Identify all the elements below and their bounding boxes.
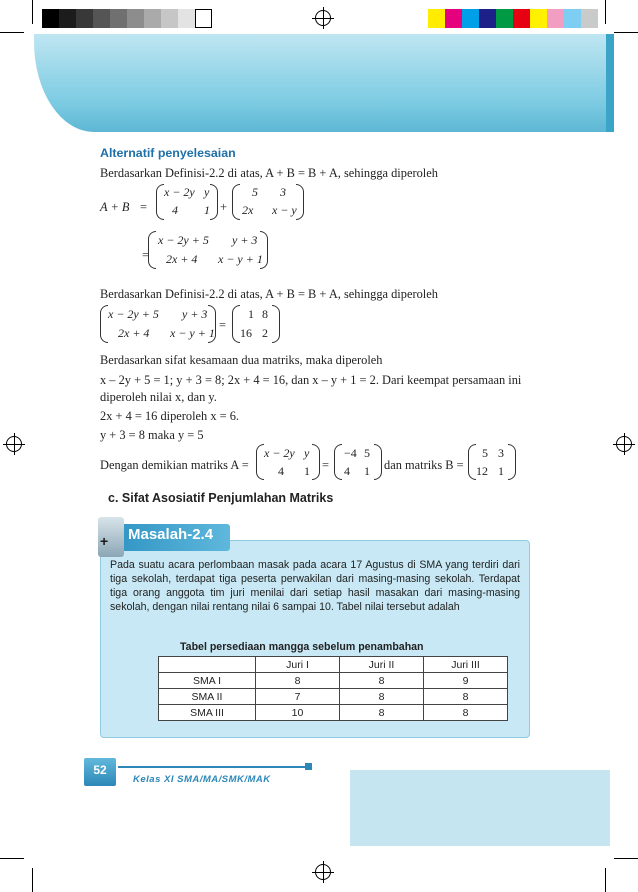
- matrix-cell: 5: [364, 446, 370, 460]
- matrix-cell: x − y + 1: [218, 252, 263, 266]
- table-cell: 8: [340, 705, 424, 721]
- matrix-cell: 5: [482, 446, 488, 460]
- conclusion-text: Dengan demikian matriks A =: [100, 458, 249, 472]
- matrix-b: [242, 185, 304, 218]
- matrix-bracket: [468, 444, 476, 480]
- matrix-result: [240, 307, 276, 341]
- table-header-cell: Juri I: [256, 657, 340, 673]
- table-cell: 9: [424, 673, 508, 689]
- score-table: [158, 656, 508, 721]
- matrix-cell: 1: [304, 464, 310, 478]
- subsection-heading: c. Sifat Asosiatif Penjumlahan Matriks: [108, 491, 334, 505]
- registration-mark-icon: [315, 864, 331, 880]
- table-row: [159, 705, 508, 721]
- matrix-cell: y + 3: [232, 233, 258, 247]
- matrix-b-values: [476, 446, 510, 479]
- matrix-cell: x − y + 1: [170, 326, 215, 340]
- section-heading: Alternatif penyelesaian: [100, 146, 236, 160]
- book-label: Kelas XI SMA/MA/SMK/MAK: [133, 774, 271, 785]
- matrix-cell: 2x + 4: [118, 326, 150, 340]
- matrix-cell: 16: [240, 326, 252, 340]
- paragraph: Berdasarkan Definisi-2.2 di atas, A + B = B + A, sehingga diperoleh: [100, 166, 438, 180]
- table-cell: 8: [340, 689, 424, 705]
- matrix-cell: y: [304, 446, 310, 460]
- matrix-sum: [158, 233, 264, 267]
- paragraph: Berdasarkan sifat kesamaan dua matriks, maka diperoleh: [100, 353, 383, 367]
- matrix-cell: x − 2y + 5: [158, 233, 209, 247]
- matrix-cell: 2: [262, 326, 268, 340]
- matrix-cell: x − 2y: [164, 185, 195, 199]
- table-cell: SMA III: [159, 705, 256, 721]
- table-header-cell: Juri II: [340, 657, 424, 673]
- matrix-bracket: [148, 231, 156, 269]
- footer-decoration: [350, 770, 610, 846]
- matrix-a: [164, 185, 218, 218]
- table-cell: 8: [340, 673, 424, 689]
- paragraph: x – 2y + 5 = 1; y + 3 = 8; 2x + 4 = 16, dan x – y + 1 = 2. Dari keempat persamaan ini: [100, 373, 522, 387]
- table-title: Tabel persediaan mangga sebelum penambahan: [180, 641, 424, 653]
- color-bar: [428, 9, 598, 28]
- crop-mark: [0, 858, 24, 859]
- registration-mark-icon: [315, 10, 331, 26]
- matrix-sum: [108, 307, 216, 341]
- matrix-bracket: [156, 184, 164, 220]
- matrix-bracket: [256, 444, 264, 480]
- crop-mark: [32, 868, 33, 892]
- matrix-cell: 1: [364, 464, 370, 478]
- footer-dot: [305, 763, 312, 770]
- problem-title: Masalah-2.4: [128, 526, 214, 543]
- plus-icon: [98, 517, 124, 557]
- matrix-cell: 8: [262, 307, 268, 321]
- grayscale-bar: [42, 9, 212, 28]
- crop-mark: [0, 32, 24, 33]
- problem-text: Pada suatu acara perlombaan masak pada acara 17 Agustus di SMA yang terdiri dari tiga sekolah, terdapat tiga peserta perwakilan dari masing-masing sekolah. Terdapat tiga orang anggota tim juri menilai dari setiap hasil masakan dari masing-masing sekolah, dengan nilai rentang nilai 6 sampai 10. Tabel nilai tersebut adalah: [110, 559, 520, 613]
- table-cell: 8: [424, 689, 508, 705]
- equals-sign: =: [140, 200, 147, 214]
- table-row: [159, 689, 508, 705]
- table-cell: SMA I: [159, 673, 256, 689]
- matrix-bracket: [334, 444, 342, 480]
- paragraph: 2x + 4 = 16 diperoleh x = 6.: [100, 409, 240, 423]
- page-number: 52: [93, 763, 107, 777]
- crop-mark: [614, 32, 638, 33]
- crop-mark: [614, 858, 638, 859]
- crop-mark: [605, 0, 606, 24]
- plus-sign: +: [220, 200, 227, 214]
- matrix-cell: 1: [204, 203, 210, 217]
- footer-line: [118, 766, 308, 768]
- equals-sign: =: [219, 318, 226, 332]
- header-band: [34, 34, 614, 132]
- paragraph: Berdasarkan Definisi-2.2 di atas, A + B = B + A, sehingga diperoleh: [100, 287, 438, 301]
- matrix-bracket: [100, 305, 108, 343]
- matrix-a: [264, 446, 318, 479]
- table-header-row: [159, 657, 508, 673]
- table-cell: 10: [256, 705, 340, 721]
- matrix-cell: x − 2y + 5: [108, 307, 159, 321]
- table-row: [159, 673, 508, 689]
- matrix-cell: 4: [344, 464, 350, 478]
- crop-mark: [32, 0, 33, 24]
- conclusion-text: dan matriks B =: [384, 458, 464, 472]
- table-cell: 7: [256, 689, 340, 705]
- matrix-cell: x − 2y: [264, 446, 295, 460]
- matrix-cell: 4: [172, 203, 178, 217]
- matrix-cell: 5: [252, 185, 258, 199]
- matrix-cell: 1: [498, 464, 504, 478]
- table-cell: 8: [424, 705, 508, 721]
- table-header-cell: Juri III: [424, 657, 508, 673]
- table-header-cell: [159, 657, 256, 673]
- matrix-cell: 2x + 4: [166, 252, 198, 266]
- matrix-bracket: [232, 305, 240, 343]
- paragraph: y + 3 = 8 maka y = 5: [100, 428, 204, 442]
- matrix-bracket: [232, 184, 240, 220]
- equation-lhs: A + B: [100, 200, 130, 214]
- matrix-cell: 3: [280, 185, 286, 199]
- crop-mark: [605, 868, 606, 892]
- matrix-cell: x − y: [272, 203, 297, 217]
- matrix-cell: y + 3: [182, 307, 208, 321]
- header-edge: [606, 34, 614, 132]
- equals-sign: =: [322, 458, 329, 472]
- matrix-cell: −4: [344, 446, 357, 460]
- table-cell: 8: [256, 673, 340, 689]
- matrix-cell: 3: [498, 446, 504, 460]
- registration-mark-icon: [616, 436, 632, 452]
- matrix-cell: 1: [248, 307, 254, 321]
- equals-sign: =: [142, 248, 149, 262]
- registration-mark-icon: [6, 436, 22, 452]
- paragraph: diperoleh nilai x, dan y.: [100, 390, 217, 404]
- matrix-cell: 12: [476, 464, 488, 478]
- table-cell: SMA II: [159, 689, 256, 705]
- matrix-cell: y: [204, 185, 210, 199]
- matrix-a-values: [344, 446, 378, 479]
- matrix-cell: 4: [278, 464, 284, 478]
- matrix-cell: 2x: [242, 203, 254, 217]
